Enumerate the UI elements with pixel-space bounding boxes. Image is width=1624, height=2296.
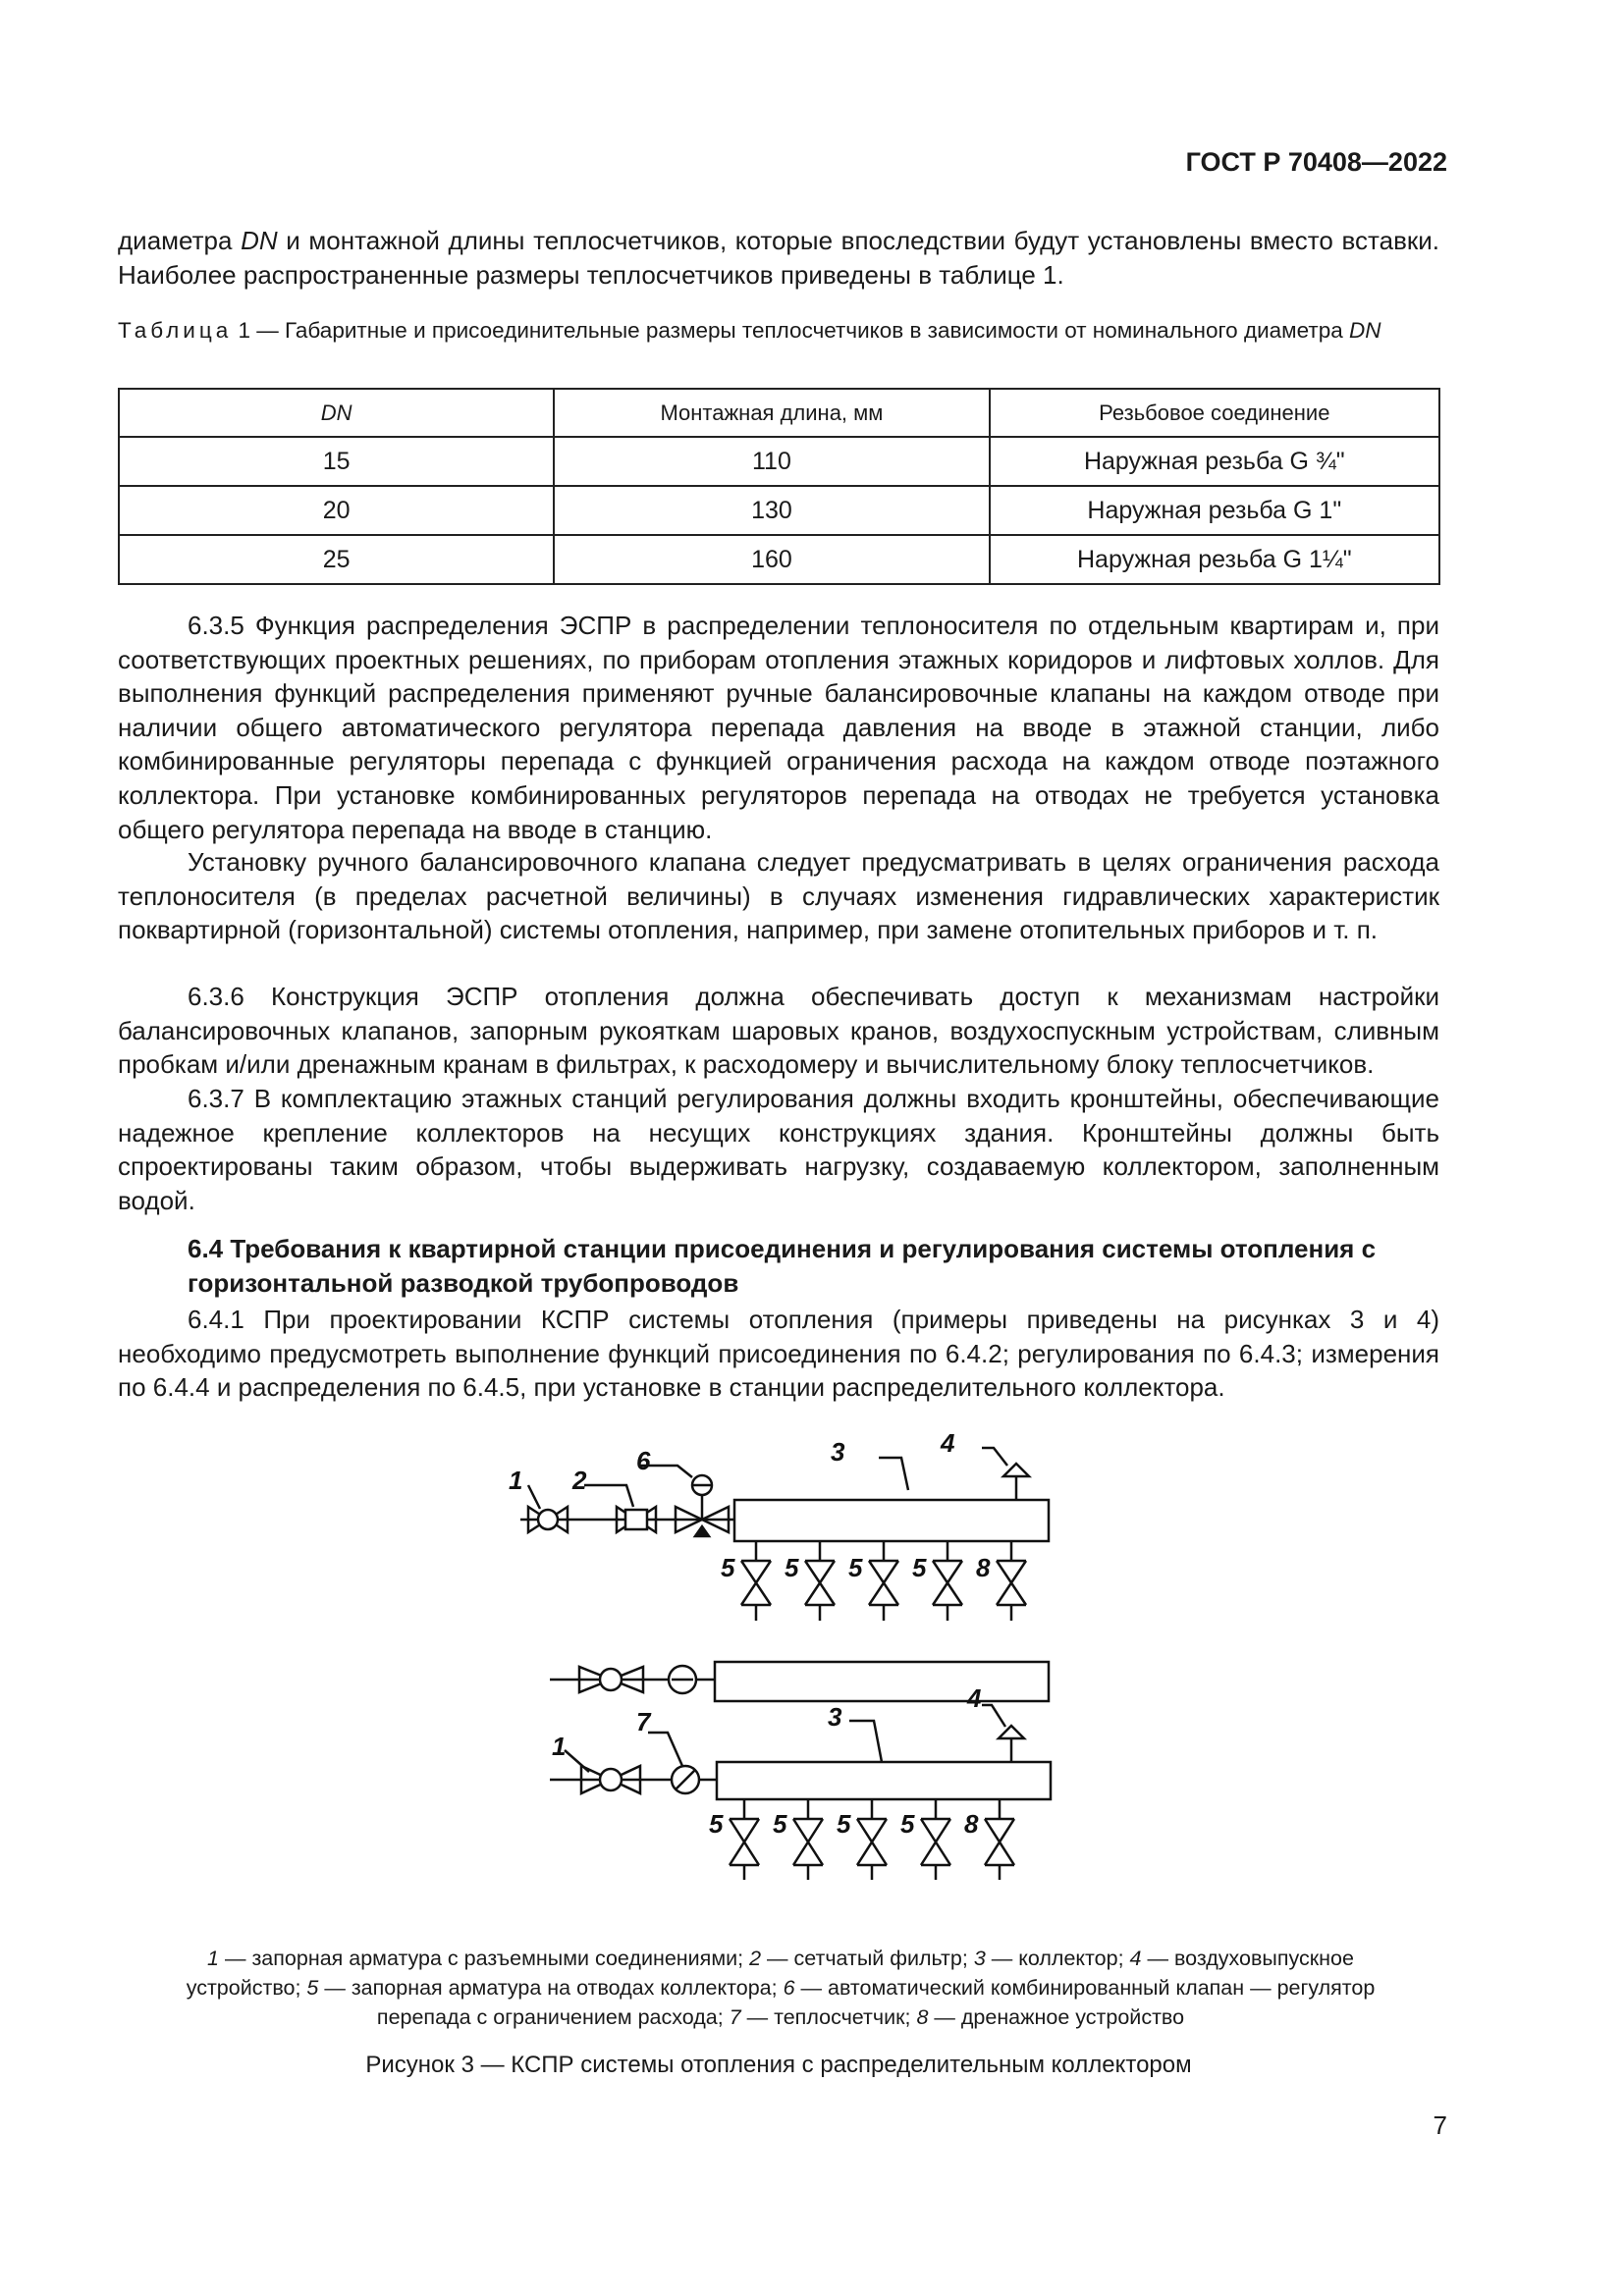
cell: Наружная резьба G 1" [990,486,1439,535]
cell: 25 [119,535,554,584]
leader-7b [648,1733,682,1766]
document-code: ГОСТ Р 70408—2022 [1185,147,1447,177]
table-caption-dn: DN [1348,318,1381,343]
paragraph-6-3-5: 6.3.5 Функция распределения ЭСПР в распределении теплоносителя по отдельным квартирам и, при соответствующих проектных решениях, по приборам отопления этажных коридоров и лифтовых холлов. Для выполнения функций распределения применяют ручные балансировочные клапаны на каждом отводе при наличии общего автоматического регулятора перепада давления на вводе в этажной станции, либо комбинированные регуляторы перепада с функцией ограничения расхода на каждом отводе поэтажного коллектора. При установке комбинированных регуляторов перепада на отводах не требуется установка общего регулятора перепада на вводе в станцию. [118,611,1439,844]
table-row [119,486,1439,535]
figure-3-bottom-diagram [520,1683,1070,1904]
table-header-row [119,389,1439,437]
cell: 130 [554,486,989,535]
page-number: 7 [1433,2110,1447,2140]
paragraph-6-3-7: 6.3.7 В комплектацию этажных станций регулирования должны входить кронштейны, обеспечивающие надежное крепление коллекторов на несущих конструкциях здания. Кронштейны должны быть спроектированы таким образом, чтобы выдерживать нагрузку, создаваемую коллектором, заполненным водой. [118,1084,1439,1215]
cell: 110 [554,437,989,486]
figure-caption: Рисунок 3 — КСПР системы отопления с распределительным коллектором [365,2052,1192,2078]
label-1b: 1 [552,1732,567,1761]
label-7b: 7 [636,1707,651,1736]
intro-text-b: и монтажной длины теплосчетчиков, которые впоследствии будут установлены вместо вставки. Наиболее распространенные размеры теплосчетчиков приведены в таблице 1. [118,226,1440,290]
label-4: 4 [941,1428,955,1458]
label-5-b: 5 [785,1553,799,1582]
label-8b: 8 [964,1809,979,1839]
label-3b: 3 [828,1702,842,1732]
label-1: 1 [509,1466,523,1495]
paragraph-6-3-6: 6.3.6 Конструкция ЭСПР отопления должна обеспечивать доступ к механизмам настройки балансировочных клапанов, запорным рукояткам шаровых кранов, воздухоспускным устройствам, сливным пробкам и/или дренажным кранам в фильтрах, к расходомеру и вычислительному блоку теплосчетчиков. [118,982,1439,1080]
cell: 160 [554,535,989,584]
header-length: Монтажная длина, мм [554,389,989,437]
label-5-c: 5 [848,1553,863,1582]
paragraph-6-4-1: 6.4.1 При проектировании КСПР системы отопления (примеры приведены на рисунках 3 и 4) необходимо предусмотреть выполнение функций присоединения по 6.4.2; регулирования по 6.4.3; измерения по 6.4.4 и распределения по 6.4.5, при установке в станции распределительного коллектора. [118,1305,1439,1403]
figure-legend: 1 — запорная арматура с разъемными соединениями; 2 — сетчатый фильтр; 3 — коллектор; 4 — воздуховыпускное устройство; 5 — запорная арматура на отводах коллектора; 6 — автоматический комбинированный клапан — регулятор перепада с ограничением расхода; 7 — теплосчетчик; 8 — дренажное устройство [186,1947,1376,2029]
paragraph-6-3-5-b: Установку ручного балансировочного клапана следует предусматривать в целях ограничения расхода теплоносителя (в пределах расчетной величины) в случаях изменения гидравлических характеристик поквартирной (горизонтальной) системы отопления, например, при замене отопительных приборов и т. п. [118,847,1439,945]
label-5b-d: 5 [900,1809,915,1839]
label-5b-a: 5 [709,1809,724,1839]
intro-text-a: диаметра [118,226,242,255]
cell: Наружная резьба G ¾" [990,437,1439,486]
cell: Наружная резьба G 1¼" [990,535,1439,584]
leader-3b [849,1721,882,1762]
header-thread: Резьбовое соединение [990,389,1439,437]
label-4b: 4 [967,1683,982,1713]
label-6: 6 [636,1446,651,1475]
table-caption [118,315,1439,346]
cell: 15 [119,437,554,486]
label-5-a: 5 [721,1553,735,1582]
label-2: 2 [572,1466,587,1495]
air-vent-b [999,1726,1024,1738]
label-5-d: 5 [912,1553,927,1582]
label-8: 8 [976,1553,991,1582]
intro-dn: DN [241,226,278,255]
leader-4b [982,1705,1005,1727]
dimensions-table [118,388,1440,585]
label-5b-c: 5 [837,1809,851,1839]
table-row [119,535,1439,584]
header-dn: DN [119,389,554,437]
cell: 20 [119,486,554,535]
intro-paragraph [118,224,1439,292]
label-5b-b: 5 [773,1809,787,1839]
section-heading-6-4: 6.4 Требования к квартирной станции присоединения и регулирования системы отопления с горизонтальной разводкой трубопроводов [188,1234,1377,1298]
collector-b [717,1762,1051,1799]
leader-1b [565,1750,589,1772]
table-caption-text: 1 — Габаритные и присоединительные размеры теплосчетчиков в зависимости от номинального диаметра [232,318,1349,343]
table-row [119,437,1439,486]
shutoff-valve-b-ball [600,1769,622,1790]
label-3: 3 [831,1437,845,1467]
table-caption-label: Таблица [118,318,233,343]
figure-3-top-labels [491,1428,1100,1634]
